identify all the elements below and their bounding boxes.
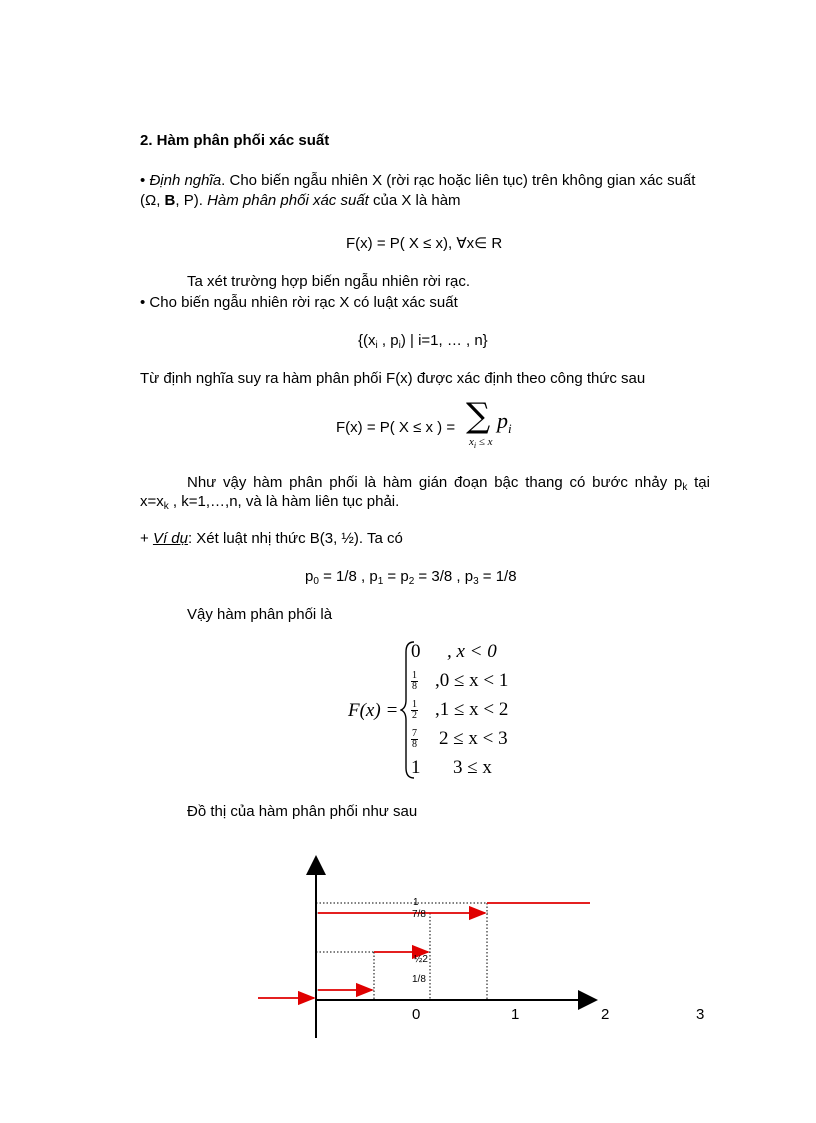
definition-formula: F(x) = P( X ≤ x), ∀x∈ R (346, 235, 503, 252)
y-label-7-8: 7/8 (412, 909, 426, 920)
derive-text: Từ định nghĩa suy ra hàm phân phối F(x) được xác định theo công thức sau (140, 370, 646, 387)
graph-caption: Đồ thị của hàm phân phối như sau (187, 803, 418, 820)
probability-law: {($x_i$ , $p_i$) | i=1, … , n} (358, 332, 488, 351)
definition-text-2b: B (164, 192, 176, 209)
example-probabilities: $p_0 = 1/8$ , $p_1 = p_2 = 3/8$ , $p_3 = 1/8$ (305, 568, 517, 587)
sum-lhs: F(x) = P( X ≤ x ) = (336, 419, 456, 436)
y-label-1: 1 (413, 897, 419, 908)
bullet: • (140, 172, 146, 189)
discrete-intro: Ta xét trường hợp biến ngẫu nhiên rời rạc. (187, 273, 471, 290)
x-label-0: 0 (412, 1006, 421, 1023)
case-row-1: $\frac{1}{8}$ ,0 ≤ x < 1 (412, 670, 509, 693)
piecewise-lhs: F(x) = (348, 700, 399, 721)
sum-term: $p_i$ (497, 408, 512, 436)
sum-symbol: ∑ (466, 396, 491, 436)
example-then: Vậy hàm phân phối là (187, 606, 333, 623)
section-heading: 2. Hàm phân phối xác suất (140, 132, 330, 149)
step-line-2: $x=x_k$ , k=1,…,n, và là hàm liên tục phải. (140, 493, 400, 512)
step-line-1: Như vậy hàm phân phối là hàm gián đoạn bậc thang có bước nhảy $p_k$ tại (187, 474, 710, 493)
example-line: + Ví dụ: Xét luật nhị thức B(3, ½). Ta có (140, 530, 403, 547)
definition-text-2c: , P). (175, 192, 208, 209)
y-label-half: ½2 (414, 954, 428, 965)
x-label-2: 2 (601, 1006, 610, 1023)
definition-label: Định nghĩa (149, 172, 222, 189)
definition-term: Hàm phân phối xác suất (207, 192, 369, 209)
definition-text-2a: (Ω, (140, 192, 165, 209)
example-label: Ví dụ (152, 530, 188, 547)
case-row-3: $\frac{7}{8}$ 2 ≤ x < 3 (412, 728, 508, 751)
case-row-2: $\frac{1}{2}$ ,1 ≤ x < 2 (412, 699, 509, 722)
x-label-1: 1 (511, 1006, 520, 1023)
y-label-1-8: 1/8 (412, 974, 426, 985)
case-row-0: 0 , x < 0 (411, 641, 497, 662)
x-label-3: 3 (696, 1006, 705, 1023)
definition-text-1: . Cho biến ngẫu nhiên X (rời rạc hoặc liên tục) trên không gian xác suất (221, 172, 696, 189)
case-row-4: 1 3 ≤ x (411, 757, 492, 778)
sum-underscript: $x_i \le x$ (469, 436, 493, 450)
discrete-bullet: • Cho biến ngẫu nhiên rời rạc X có luật xác suất (140, 294, 458, 311)
definition-text-2d: của X là hàm (368, 192, 461, 209)
